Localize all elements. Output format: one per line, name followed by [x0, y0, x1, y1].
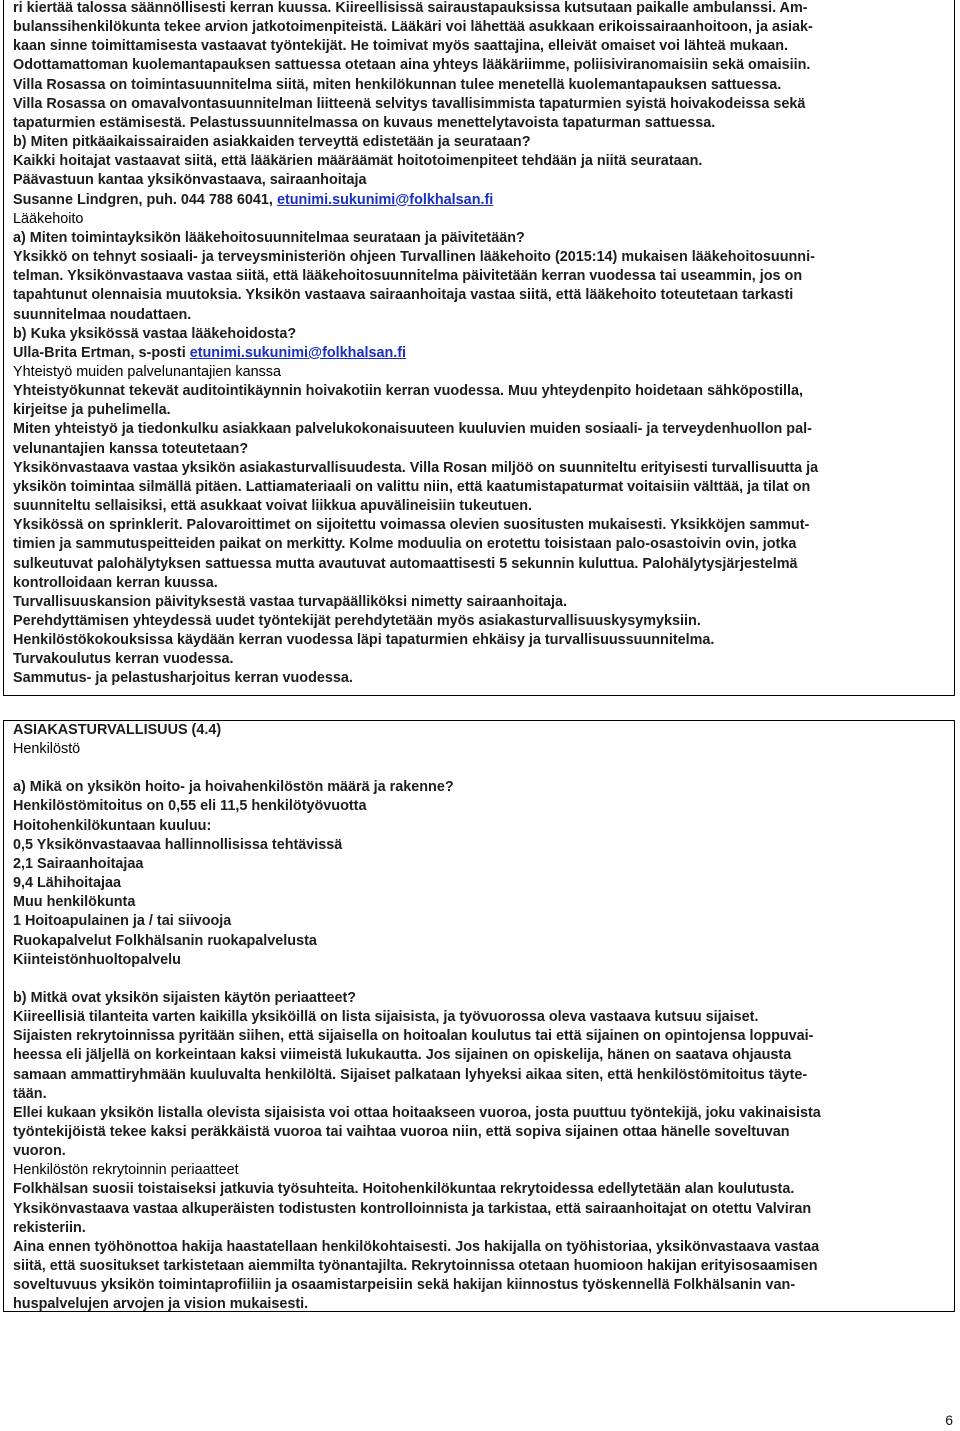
- paragraph-line: Odottamattoman kuolemantapauksen sattuessa otetaan aina yhteys lääkäriimme, poliisiviranomaisiin sekä omaisiin.: [13, 57, 811, 74]
- paragraph-line: huspalvelujen arvojen ja vision mukaisesti.: [13, 1296, 309, 1313]
- staff-line: 2,1 Sairaanhoitajaa: [13, 855, 144, 872]
- question-line: b) Mitkä ovat yksikön sijaisten käytön periaatteet?: [13, 989, 357, 1006]
- paragraph-line: timien ja sammutuspeitteiden paikat on merkitty. Kolme moduulia on erotettu toisistaan palo-osastoivin ovin, jotka: [13, 536, 797, 553]
- paragraph-line: kontrolloidaan kerran kuussa.: [13, 574, 218, 591]
- staff-line: 1 Hoitoapulainen ja / tai siivooja: [13, 913, 232, 930]
- paragraph-line: Aina ennen työhönottoa hakija haastatellaan henkilökohtaisesti. Jos hakijalla on työhistoriaa, yksikönvastaava vastaa: [13, 1238, 820, 1255]
- paragraph-line: sulkeutuvat palohälytyksen sattuessa mutta avautuvat automaattisesti 5 sekunnin kuluttua. Palohälytysjärjestelmä: [13, 555, 798, 572]
- paragraph-line: ri kiertää talossa säännöllisesti kerran kuussa. Kiireellisissä sairaustapauksissa kutsutaan paikalle ambulanssi. Am-: [13, 0, 808, 16]
- heading-medication: Lääkehoito: [13, 210, 84, 227]
- paragraph-line: Yksikkö on tehnyt sosiaali- ja terveysministeriön ohjeen Turvallinen lääkehoito (2015:14) mukaisen lääkehoitosuunni-: [13, 249, 815, 266]
- paragraph-line: Sammutus- ja pelastusharjoitus kerran vuodessa.: [13, 670, 353, 687]
- paragraph-line: Henkilöstökokouksissa käydään kerran vuodessa läpi tapaturmien ehkäisy ja turvallisuussuunnitelma.: [13, 632, 715, 649]
- paragraph-line: bulanssihenkilökunta tekee arvion jatkotoimenpiteistä. Lääkäri voi lähettää asukkaan erikoissairaanhoitoon, ja asiak-: [13, 19, 813, 36]
- paragraph-line: Yksikönvastaava vastaa yksikön asiakasturvallisuudesta. Villa Rosan miljöö on suunniteltu erityisesti turvallisuutta ja: [13, 459, 819, 476]
- paragraph-line: tään.: [13, 1085, 47, 1102]
- paragraph-line: kaan sinne toimittamisesta vastaavat työntekijät. He toimivat myös saattajina, elleivät omaiset voi lähteä mukaan.: [13, 38, 789, 55]
- section-title: ASIAKASTURVALLISUUS (4.4): [13, 722, 222, 738]
- paragraph-line: Folkhälsan suosii toistaiseksi jatkuvia työsuhteita. Hoitohenkilökuntaa rekrytoidessa edellytetään alan koulutusta.: [13, 1181, 795, 1198]
- question-line: a) Mikä on yksikön hoito- ja hoivahenkilöstön määrä ja rakenne?: [13, 779, 454, 796]
- paragraph-line: suunnitelmaa noudattaen.: [13, 306, 192, 323]
- paragraph-line: Turvakoulutus kerran vuodessa.: [13, 651, 234, 668]
- paragraph-line: Sijaisten rekrytoinnissa pyritään siihen, että sijaisella on hoitoalan koulutus tai että sijainen on opintojensa loppuvai-: [13, 1028, 814, 1045]
- paragraph-line: Villa Rosassa on omavalvontasuunnitelman liitteenä selvitys tavallisimmista tapaturmien syistä hoivakodeissa sekä: [13, 95, 806, 112]
- question-line: b) Kuka yksikössä vastaa lääkehoidosta?: [13, 325, 297, 342]
- paragraph-line: Yksikönvastaava vastaa alkuperäisten todistusten kontrolloinnista ja tarkistaa, että sairaanhoitajat on otettu Valviran: [13, 1200, 812, 1217]
- paragraph-line: vuoron.: [13, 1143, 66, 1160]
- paragraph-line: Perehdyttämisen yhteydessä uudet työntekijät perehdytetään myös asiakasturvallisuuskysymyksiin.: [13, 613, 701, 629]
- paragraph-line: samaan ammattiryhmään kuuluvalta henkilöltä. Sijaiset palkataan lyhyeksi aikaa siten, että henkilöstömitoitus täyte-: [13, 1066, 808, 1083]
- paragraph-line: soveltuvuus yksikön toimintaprofiiliin ja osaamistarpeisiin sekä hakijan kiinnostus työskennellä Folkhälsanin van-: [13, 1277, 796, 1294]
- paragraph-line: telman. Yksikönvastaava vastaa siitä, että lääkehoitosuunnitelma päivitetään kerran vuodessa tai useammin, jos on: [13, 268, 803, 285]
- contact-line: [13, 191, 954, 210]
- paragraph-line: siitä, että suositukset tarkistetaan aiemmilta työnantajilta. Rekrytoinnissa otetaan huomioon hakijan erityisosaamisen: [13, 1258, 818, 1275]
- heading-cooperation: Yhteistyö muiden palvelunantajien kanssa: [13, 363, 281, 380]
- paragraph-line: työntekijöistä tekee kaksi peräkkäistä vuoroa tai vaihtaa vuoroa niin, että sopiva sijainen ottaa hänelle soveltuvan: [13, 1123, 790, 1140]
- paragraph-line: Yhteistyökunnat tekevät auditointikäynnin hoivakotiin kerran vuodessa. Muu yhteydenpito hoidetaan sähköpostilla,: [13, 383, 804, 400]
- paragraph-line: Turvallisuuskansion päivityksestä vastaa turvapäälliköksi nimetty sairaanhoitaja.: [13, 593, 568, 610]
- paragraph-line: Yksikössä on sprinklerit. Palovaroittimet on sijoitettu voimassa olevien suositusten mukaisesti. Yksikköjen sammut-: [13, 517, 810, 534]
- page-number: 6: [945, 1412, 953, 1428]
- paragraph-line: tapahtunut olennaisia muutoksia. Yksikön vastaava sairaanhoitaja vastaa siitä, että lääkehoito toteutetaan tarkasti: [13, 287, 794, 304]
- email-link[interactable]: etunimi.sukunimi@folkhalsan.fi: [189, 344, 407, 361]
- paragraph-line: yksikön toimintaa silmällä pitäen. Lattiamateriaali on valittu niin, että kaatumistapaturmat voitaisiin välttää, ja tilat on: [13, 478, 811, 495]
- paragraph-line: rekisteriin.: [13, 1219, 86, 1236]
- email-link[interactable]: etunimi.sukunimi@folkhalsan.fi: [276, 191, 494, 208]
- text-box-customer-safety: [3, 720, 955, 1312]
- staff-line: Hoitohenkilökuntaan kuuluu:: [13, 817, 212, 834]
- question-line: a) Miten toimintayksikön lääkehoitosuunnitelmaa seurataan ja päivitetään?: [13, 229, 525, 246]
- contact-name-phone: Susanne Lindgren, puh. 044 788 6041,: [13, 191, 277, 208]
- heading-recruitment: Henkilöstön rekrytoinnin periaatteet: [13, 1162, 239, 1179]
- paragraph-line: Kaikki hoitajat vastaavat siitä, että lääkärien määräämät hoitotoimenpiteet tehdään ja niitä seurataan.: [13, 153, 703, 170]
- staff-line: Henkilöstömitoitus on 0,55 eli 11,5 henkilötyövuotta: [13, 798, 367, 815]
- paragraph-line: Päävastuun kantaa yksikönvastaava, sairaanhoitaja: [13, 172, 367, 189]
- paragraph-line: Kiireellisiä tilanteita varten kaikilla yksiköillä on lista sijaisista, ja työvuorossa oleva vastaava kutsuu sijaiset.: [13, 1009, 759, 1026]
- staff-line: 9,4 Lähihoitajaa: [13, 875, 121, 892]
- question-line: Miten yhteistyö ja tiedonkulku asiakkaan palvelukokonaisuuteen kuuluvien muiden sosiaali- ja terveydenhuollon pal-: [13, 421, 812, 438]
- paragraph-line: Villa Rosassa on toimintasuunnitelma siitä, miten henkilökunnan tulee menetellä kuolemantapauksen sattuessa.: [13, 76, 782, 93]
- question-line: b) Miten pitkäaikaissairaiden asiakkaiden terveyttä edistetään ja seurataan?: [13, 134, 531, 151]
- question-line: velunantajien kanssa toteutetaan?: [13, 440, 249, 457]
- spacer: [13, 970, 954, 989]
- text-box-care-and-medication: [3, 0, 955, 696]
- staff-line: Muu henkilökunta: [13, 894, 136, 911]
- paragraph-line: Ellei kukaan yksikön listalla olevista sijaisista voi ottaa hoitaakseen vuoroa, josta puuttuu työntekijä, joku vakinaisista: [13, 1104, 821, 1121]
- paragraph-line: tapaturmien estämisestä. Pelastussuunnitelmassa on kuvaus menettelytavoista tapaturman sattuessa.: [13, 114, 716, 131]
- paragraph-line: suunniteltu sellaisiksi, että asukkaat voivat liikkua apuvälineisiin tukeutuen.: [13, 498, 533, 515]
- contact-name: Ulla-Brita Ertman, s-posti: [13, 344, 190, 361]
- staff-line: 0,5 Yksikönvastaavaa hallinnollisissa tehtävissä: [13, 836, 343, 853]
- contact-line: [13, 344, 954, 363]
- heading-staff: Henkilöstö: [13, 741, 81, 758]
- spacer: [13, 759, 954, 778]
- paragraph-line: heessa eli jäljellä on korkeintaan kaksi viimeistä lukukautta. Jos sijainen on opiskelija, hänen on saatava ohjausta: [13, 1047, 792, 1064]
- staff-line: Kiinteistönhuoltopalvelu: [13, 951, 181, 968]
- paragraph-line: kirjeitse ja puhelimella.: [13, 402, 171, 419]
- staff-line: Ruokapalvelut Folkhälsanin ruokapalvelusta: [13, 932, 317, 949]
